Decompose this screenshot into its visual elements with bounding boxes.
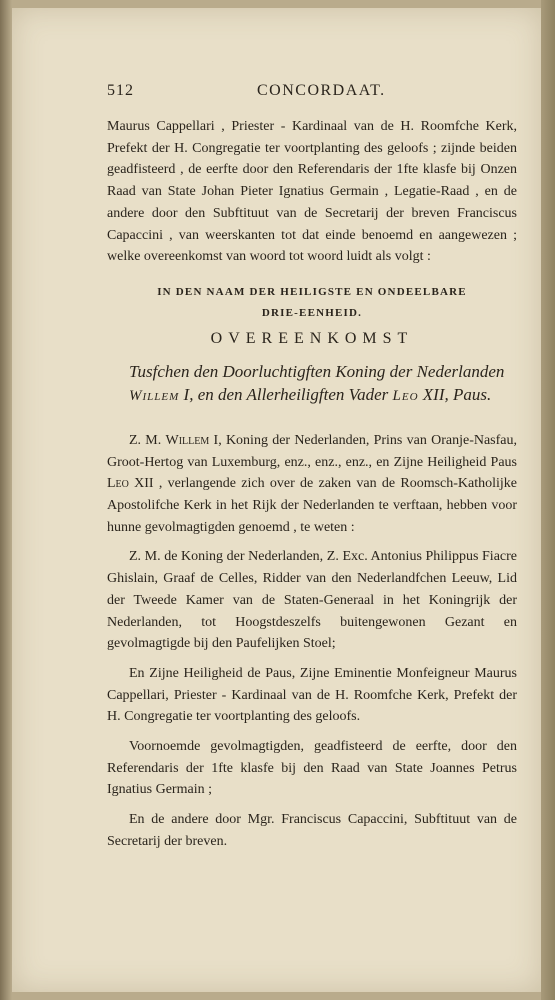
subtitle-pope: Leo <box>392 387 419 404</box>
paragraph-2: Z. M. de Koning der Nederlanden, Z. Exc. Antonius Philippus Fiacre Ghislain, Graaf de Celles, Ridder van den Nederlandfchen Leeuw, Lid der Tweede Kamer van de Staten-Generaal in het Koningrijk der Nederlanden, tot Hoogstdeszelfs buitengewonen Gezant en gevolmagtigde bij den Paufelijken Stoel; <box>107 549 517 652</box>
running-title: CONCORDAAT. <box>257 82 386 99</box>
paragraph-1-b: I, Koning der Nederlanden, Prins van Oranje-Nasfau, Groot-Hertog van Luxemburg, enz., enz., enz., en Zijne Heiligheid Paus <box>107 432 517 470</box>
page-edge <box>541 0 555 1000</box>
invocation-heading <box>107 282 517 324</box>
paragraph-5: En de andere door Mgr. Franciscus Capaccini, Subftituut van de Secretarij der breven. <box>107 812 517 849</box>
paragraph-1-c: XII , verlangende zich over de zaken van de Roomsch-Katholijke Apostolifche Kerk in het Rijk der Nederlanden te verftaan, hebben voor hunne gevolmagtigden genoemd , te weten : <box>107 476 517 535</box>
paragraph-3: En Zijne Heiligheid de Paus, Zijne Eminentie Monfeigneur Maurus Cappellari, Priester - Kardinaal van de H. Roomfche Kerk, Prefekt der H. Congregatie ter voortplanting des geloofs. <box>107 665 517 725</box>
subtitle-king: Willem <box>129 387 180 404</box>
paragraph-1-pope: Leo <box>107 476 129 492</box>
page-text <box>107 82 517 853</box>
paragraph-1 <box>107 430 517 539</box>
page-number: 512 <box>107 82 134 99</box>
intro-paragraph: Maurus Cappellari , Priester - Kardinaal van de H. Roomfche Kerk, Prefekt der H. Congregatie ter voortplanting des geloofs ; zijnde beiden geadfisteerd , de eerfte door den Referendaris der 1fte klasfe bij Onzen Raad van State Johan Pieter Ignatius Germain , Legatie-Raad , en de andere door den Subftituut van de Secretarij der breven Franciscus Capaccini , van weerskanten tot dat einde benoemd en aangewezen ; welke overeenkomst van woord tot woord luidt als volgt : <box>107 119 517 265</box>
paragraph-1-a: Z. M. <box>129 432 166 448</box>
paragraph-1-king: Willem <box>165 432 210 448</box>
paragraph-4: Voornoemde gevolmagtigden, geadfisteerd de eerfte, door den Referendaris der 1fte klasfe bij den Raad van State Joannes Petrus Ignatius Germain ; <box>107 739 517 798</box>
subtitle-part-2: I, en den Allerheiligften Vader <box>179 384 393 404</box>
page-header <box>107 82 517 116</box>
document-title: OVEREENKOMST <box>210 329 414 347</box>
document-subtitle <box>107 360 517 408</box>
book-gutter <box>0 0 12 1000</box>
subtitle-part-3: XII, Paus. <box>418 384 492 404</box>
subtitle-part-1: Tusfchen den Doorluchtigften Koning der Nederlanden <box>129 361 505 381</box>
invocation-line-2: DRIE-EENHEID. <box>261 306 363 319</box>
invocation-line-1: IN DEN NAAM DER HEILIGSTE EN ONDEELBARE <box>157 285 467 298</box>
